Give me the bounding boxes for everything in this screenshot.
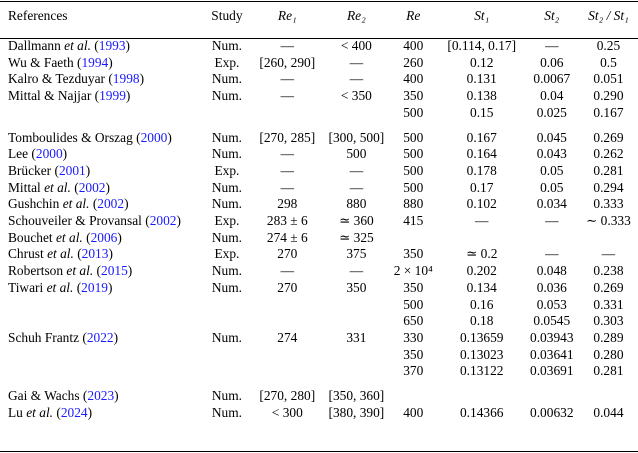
st1-cell: 0.138 [466, 88, 497, 104]
ratio-cell: 0.281 [593, 363, 624, 379]
re-cell: 400 [403, 404, 424, 420]
st2-cell: 0.03943 [530, 329, 574, 345]
st2-cell: — [545, 213, 559, 229]
ref-year-link[interactable]: 2002 [97, 196, 125, 212]
ref-paren: ( [93, 263, 101, 279]
re1-cell [249, 105, 325, 122]
reference-cell [0, 280, 204, 297]
st2-cell: 0.05 [540, 162, 564, 178]
re2-cell: [350, 360] [328, 388, 385, 404]
ratio-cell: 0.333 [593, 196, 624, 212]
st2-cell [525, 380, 579, 405]
st2-cell: 0.034 [536, 196, 567, 212]
re-cell: 500 [403, 129, 424, 145]
ratio-cell [579, 380, 638, 405]
re1-cell: 298 [277, 196, 298, 212]
ref-author: Bouchet [8, 229, 56, 245]
ratio-cell: 0.167 [593, 104, 624, 120]
table-row [0, 88, 638, 105]
header-ratio: St₂ / St₁ [588, 8, 629, 23]
st2-cell: 0.03641 [530, 346, 574, 362]
st2-cell: 0.048 [536, 263, 567, 279]
st1-cell: 0.14366 [459, 404, 504, 420]
re-cell: 350 [403, 279, 424, 295]
re1-cell [249, 313, 325, 330]
ref-paren-close: ) [125, 88, 131, 104]
ref-etal: et al. [46, 279, 74, 295]
ref-year-link[interactable]: 2024 [60, 404, 88, 420]
ref-paren-close: ) [117, 229, 122, 245]
re1-cell: — [280, 263, 294, 279]
st2-cell: 0.045 [536, 129, 567, 145]
reference-cell [0, 330, 204, 347]
ref-author: Wu & Faeth ( [8, 54, 82, 70]
ref-paren-close: ) [139, 71, 145, 87]
study-cell: Num. [211, 229, 242, 245]
table-row [0, 246, 638, 263]
reference-cell [0, 38, 204, 55]
re1-cell: — [280, 146, 294, 162]
table-row [0, 297, 638, 314]
st1-cell: 0.102 [466, 196, 497, 212]
ref-author: Gushchin [8, 196, 63, 212]
ref-etal: et al. [26, 404, 54, 420]
table-row [0, 313, 638, 330]
re-cell: 400 [403, 38, 424, 53]
header-row [0, 7, 638, 38]
ref-author: Tomboulides & Orszag ( [8, 129, 141, 145]
re-cell: 500 [403, 146, 424, 162]
re1-cell: 283 ± 6 [266, 213, 308, 229]
ref-paren-close: ) [127, 263, 133, 279]
ref-etal: et al. [47, 246, 74, 262]
st1-cell: 0.178 [466, 162, 497, 178]
table-row [0, 163, 638, 180]
ratio-cell: 0.269 [593, 129, 624, 145]
table-row [0, 230, 638, 247]
reference-cell [0, 55, 204, 72]
reference-cell [0, 230, 204, 247]
reference-cell [0, 263, 204, 280]
study-cell: Num. [211, 129, 242, 145]
re2-cell [325, 105, 388, 122]
st2-cell: 0.0545 [533, 313, 571, 329]
st2-cell: 0.06 [540, 54, 564, 70]
re2-cell: 880 [346, 196, 367, 212]
header-references: References [8, 8, 68, 23]
reference-cell [0, 71, 204, 88]
top-rule [0, 1, 638, 2]
ref-paren-close: ) [87, 404, 93, 420]
header-re1: Re₁ [277, 8, 297, 23]
re1-cell: 270 [277, 279, 298, 295]
re-cell: 260 [403, 54, 424, 70]
study-cell: Num. [211, 71, 242, 87]
reference-cell [0, 180, 204, 197]
re1-cell: [260, 290] [259, 54, 316, 70]
ref-year-link[interactable]: 1994 [81, 54, 109, 70]
ref-paren: ( [73, 279, 82, 295]
ref-paren: ( [70, 179, 79, 195]
reference-cell [0, 405, 204, 422]
ref-year-link[interactable]: 2019 [81, 279, 108, 295]
ref-paren: ( [73, 246, 82, 262]
re-cell: 350 [403, 88, 424, 104]
ref-author: Schuh Frantz ( [8, 329, 87, 345]
ref-paren-close: ) [176, 213, 181, 229]
study-cell: Exp. [214, 246, 240, 262]
re2-cell: [300, 500] [328, 129, 385, 145]
st1-cell [439, 230, 525, 247]
ratio-cell: 0.303 [593, 313, 624, 329]
reference-cell [0, 122, 204, 147]
header-re2: Re₂ [347, 8, 366, 23]
ref-year-link[interactable]: 1993 [98, 38, 126, 53]
re2-cell: — [349, 179, 364, 195]
table-row [0, 347, 638, 364]
ref-paren-close: ) [108, 54, 113, 70]
st2-cell: 0.036 [536, 279, 567, 295]
ref-year-link[interactable]: 1999 [99, 88, 126, 104]
ref-paren-close: ) [108, 246, 113, 262]
study-cell [204, 347, 249, 364]
st1-cell: 0.167 [466, 129, 497, 145]
re2-cell: — [349, 263, 364, 279]
st1-cell: — [475, 213, 489, 229]
study-cell: Num. [211, 38, 242, 53]
table-row [0, 105, 638, 122]
st1-cell [439, 380, 525, 405]
ratio-cell: 0.044 [593, 404, 624, 420]
ref-paren-close: ) [167, 129, 172, 145]
study-cell: Num. [211, 279, 242, 295]
re2-cell: — [349, 54, 364, 70]
ref-author: Kalro & Tezduyar ( [8, 71, 113, 87]
re1-cell: — [280, 71, 294, 87]
ref-year-link[interactable]: 2013 [81, 246, 109, 262]
re1-cell [249, 297, 325, 314]
st1-cell: 0.13023 [459, 346, 504, 362]
study-cell: Num. [211, 388, 242, 404]
ratio-cell: 0.238 [593, 263, 624, 279]
ref-etal: et al. [55, 229, 83, 245]
st1-cell: 0.15 [470, 104, 494, 120]
re-cell [388, 380, 439, 405]
ref-paren: ( [90, 38, 99, 53]
study-cell [204, 313, 249, 330]
re-cell: 415 [403, 213, 424, 229]
reference-cell [0, 297, 204, 314]
reference-cell [0, 146, 204, 163]
re2-cell: < 350 [340, 88, 372, 104]
re1-cell: — [280, 179, 294, 195]
ref-author: Lee ( [8, 146, 36, 162]
re2-cell: 500 [346, 146, 367, 162]
ref-author: Dallmann [8, 38, 65, 53]
table-row [0, 55, 638, 72]
reference-cell [0, 313, 204, 330]
re2-cell [325, 363, 388, 380]
ref-etal: et al. [44, 179, 71, 195]
header-st2: St₂ [544, 8, 560, 23]
ref-year-link[interactable]: 2000 [35, 146, 63, 162]
st1-cell: 0.131 [466, 71, 497, 87]
re1-cell: — [280, 88, 294, 104]
st2-cell: 0.043 [536, 146, 567, 162]
ref-year-link[interactable]: 2000 [140, 129, 168, 145]
re2-cell: [380, 390] [328, 404, 385, 420]
ref-author: Tiwari [8, 279, 47, 295]
re-cell: 500 [403, 162, 424, 178]
st1-cell: 0.17 [470, 179, 494, 195]
table-row [0, 363, 638, 380]
study-cell: Num. [211, 329, 242, 345]
st2-cell: — [545, 38, 559, 53]
re2-cell [325, 347, 388, 364]
re-cell: 370 [403, 363, 424, 379]
st2-cell: 0.04 [540, 88, 564, 104]
study-cell: Num. [211, 196, 242, 212]
st1-cell: 0.164 [466, 146, 497, 162]
re1-cell: [270, 280] [259, 388, 316, 404]
ref-year-link[interactable]: 2023 [87, 388, 115, 404]
st1-cell: 0.16 [470, 296, 494, 312]
ref-author: Gai & Wachs ( [8, 388, 88, 404]
study-cell: Num. [211, 146, 242, 162]
re1-cell [249, 347, 325, 364]
ref-paren: ( [89, 196, 98, 212]
ratio-cell: 0.281 [593, 162, 624, 178]
ratio-cell: — [601, 246, 616, 262]
ref-year-link[interactable]: 2006 [90, 229, 118, 245]
study-cell [204, 363, 249, 380]
ref-year-link[interactable]: 1998 [112, 71, 140, 87]
ref-paren-close: ) [107, 279, 113, 295]
ratio-cell: 0.262 [593, 146, 624, 162]
re1-cell: 270 [277, 246, 298, 262]
re1-cell: [270, 285] [259, 129, 316, 145]
ref-year-link[interactable]: 2001 [58, 162, 86, 178]
header-study: Study [211, 8, 243, 23]
table-row [0, 405, 638, 422]
ref-etal: et al. [66, 263, 94, 279]
table-row [0, 213, 638, 230]
table-row [0, 196, 638, 213]
re-cell: 880 [403, 196, 424, 212]
st2-cell: — [545, 246, 559, 262]
table-row [0, 280, 638, 297]
ref-year-link[interactable]: 2015 [101, 263, 128, 279]
st2-cell: 0.0067 [533, 71, 571, 87]
re2-cell: 331 [346, 329, 367, 345]
header-st1: St₁ [474, 8, 490, 23]
st1-cell: 0.202 [466, 263, 497, 279]
table-body [0, 38, 638, 421]
ref-author: Chrust [8, 246, 48, 262]
ref-paren-close: ) [105, 179, 110, 195]
ratio-cell: ∼ 0.333 [586, 213, 631, 229]
st2-cell: 0.053 [536, 296, 567, 312]
ref-author: Robertson [8, 263, 67, 279]
st1-cell: [0.114, 0.17] [447, 38, 517, 53]
re2-cell: < 400 [340, 38, 372, 53]
ref-etal: et al. [62, 196, 90, 212]
re2-cell: 350 [346, 279, 367, 295]
table-row [0, 71, 638, 88]
bottom-rule [0, 451, 638, 452]
st1-cell: 0.13659 [459, 329, 504, 345]
ref-author: Lu [8, 404, 27, 420]
ref-year-link[interactable]: 2022 [86, 329, 114, 345]
re1-cell: 274 [277, 329, 298, 345]
ratio-cell: 0.269 [593, 279, 624, 295]
ref-year-link[interactable]: 2002 [149, 213, 177, 229]
ref-paren: ( [53, 404, 61, 420]
re-cell: 350 [403, 346, 424, 362]
ref-author: Schouveiler & Provansal ( [8, 213, 150, 229]
ref-etal: et al. [64, 38, 91, 53]
study-cell: Num. [211, 263, 242, 279]
re-cell: 500 [403, 296, 424, 312]
study-cell: Num. [211, 88, 242, 104]
ratio-cell: 0.280 [593, 346, 624, 362]
ratio-cell: 0.331 [593, 296, 624, 312]
re2-cell: ≃ 360 [339, 213, 374, 229]
re2-cell: 375 [346, 246, 367, 262]
st2-cell: 0.05 [540, 179, 564, 195]
re2-cell: — [349, 162, 364, 178]
re-cell: 330 [403, 329, 424, 345]
re-cell: 500 [403, 179, 424, 195]
st2-cell: 0.03691 [530, 363, 574, 379]
study-cell [204, 105, 249, 122]
re2-cell: — [349, 71, 364, 87]
reference-cell [0, 105, 204, 122]
header-re: Re [406, 8, 421, 23]
st1-cell: 0.18 [470, 313, 494, 329]
re1-cell: — [280, 162, 294, 178]
reference-cell [0, 363, 204, 380]
re1-cell: — [280, 38, 294, 53]
reference-cell [0, 88, 204, 105]
ref-paren-close: ) [113, 329, 119, 345]
re-cell [388, 230, 439, 247]
table-row [0, 380, 638, 405]
ref-paren-close: ) [62, 146, 68, 162]
table-row [0, 263, 638, 280]
ref-author: Brücker ( [8, 162, 59, 178]
reference-cell [0, 380, 204, 405]
reference-cell [0, 163, 204, 180]
re1-cell [249, 363, 325, 380]
st2-cell: 0.00632 [530, 404, 574, 420]
ratio-cell: 0.294 [593, 179, 624, 195]
ref-paren-close: ) [114, 388, 119, 404]
re-cell: 650 [403, 313, 424, 329]
ref-author: Mittal & Najjar ( [8, 88, 100, 104]
re-cell: 500 [403, 104, 424, 120]
ref-paren-close: ) [124, 196, 129, 212]
table-row [0, 180, 638, 197]
ratio-cell [579, 230, 638, 247]
study-cell: Num. [211, 179, 242, 195]
table-row [0, 330, 638, 347]
st1-cell: ≃ 0.2 [466, 246, 498, 262]
st2-cell [525, 230, 579, 247]
re2-cell: ≃ 325 [339, 229, 374, 245]
st1-cell: 0.13122 [459, 363, 504, 379]
ref-paren-close: ) [85, 162, 91, 178]
ref-paren: ( [82, 229, 91, 245]
re2-cell [325, 313, 388, 330]
re-cell: 350 [403, 246, 424, 262]
ref-author: Mittal [8, 179, 45, 195]
re2-cell [325, 297, 388, 314]
reference-cell [0, 213, 204, 230]
re-cell: 2 × 10⁴ [393, 263, 433, 279]
ratio-cell: 0.5 [600, 54, 617, 70]
re1-cell: 274 ± 6 [266, 229, 308, 245]
ratio-cell: 0.290 [593, 88, 624, 104]
reference-cell [0, 347, 204, 364]
st2-cell: 0.025 [536, 104, 567, 120]
study-cell: Num. [211, 404, 242, 420]
study-cell [204, 297, 249, 314]
ratio-cell: 0.289 [593, 329, 624, 345]
ratio-cell: 0.25 [596, 38, 621, 53]
table-row [0, 146, 638, 163]
strouhal-table [0, 7, 638, 421]
study-cell: Exp. [214, 162, 240, 178]
study-cell: Exp. [214, 213, 240, 229]
re1-cell: < 300 [271, 404, 303, 420]
reference-cell [0, 246, 204, 263]
re-cell: 400 [403, 71, 424, 87]
ratio-cell: 0.051 [593, 71, 624, 87]
st1-cell: 0.134 [466, 279, 497, 295]
ref-year-link[interactable]: 2002 [78, 179, 106, 195]
table-row [0, 122, 638, 147]
ref-paren-close: ) [125, 38, 130, 53]
st1-cell: 0.12 [470, 54, 494, 70]
reference-cell [0, 196, 204, 213]
study-cell: Exp. [214, 54, 240, 70]
table-row [0, 38, 638, 55]
